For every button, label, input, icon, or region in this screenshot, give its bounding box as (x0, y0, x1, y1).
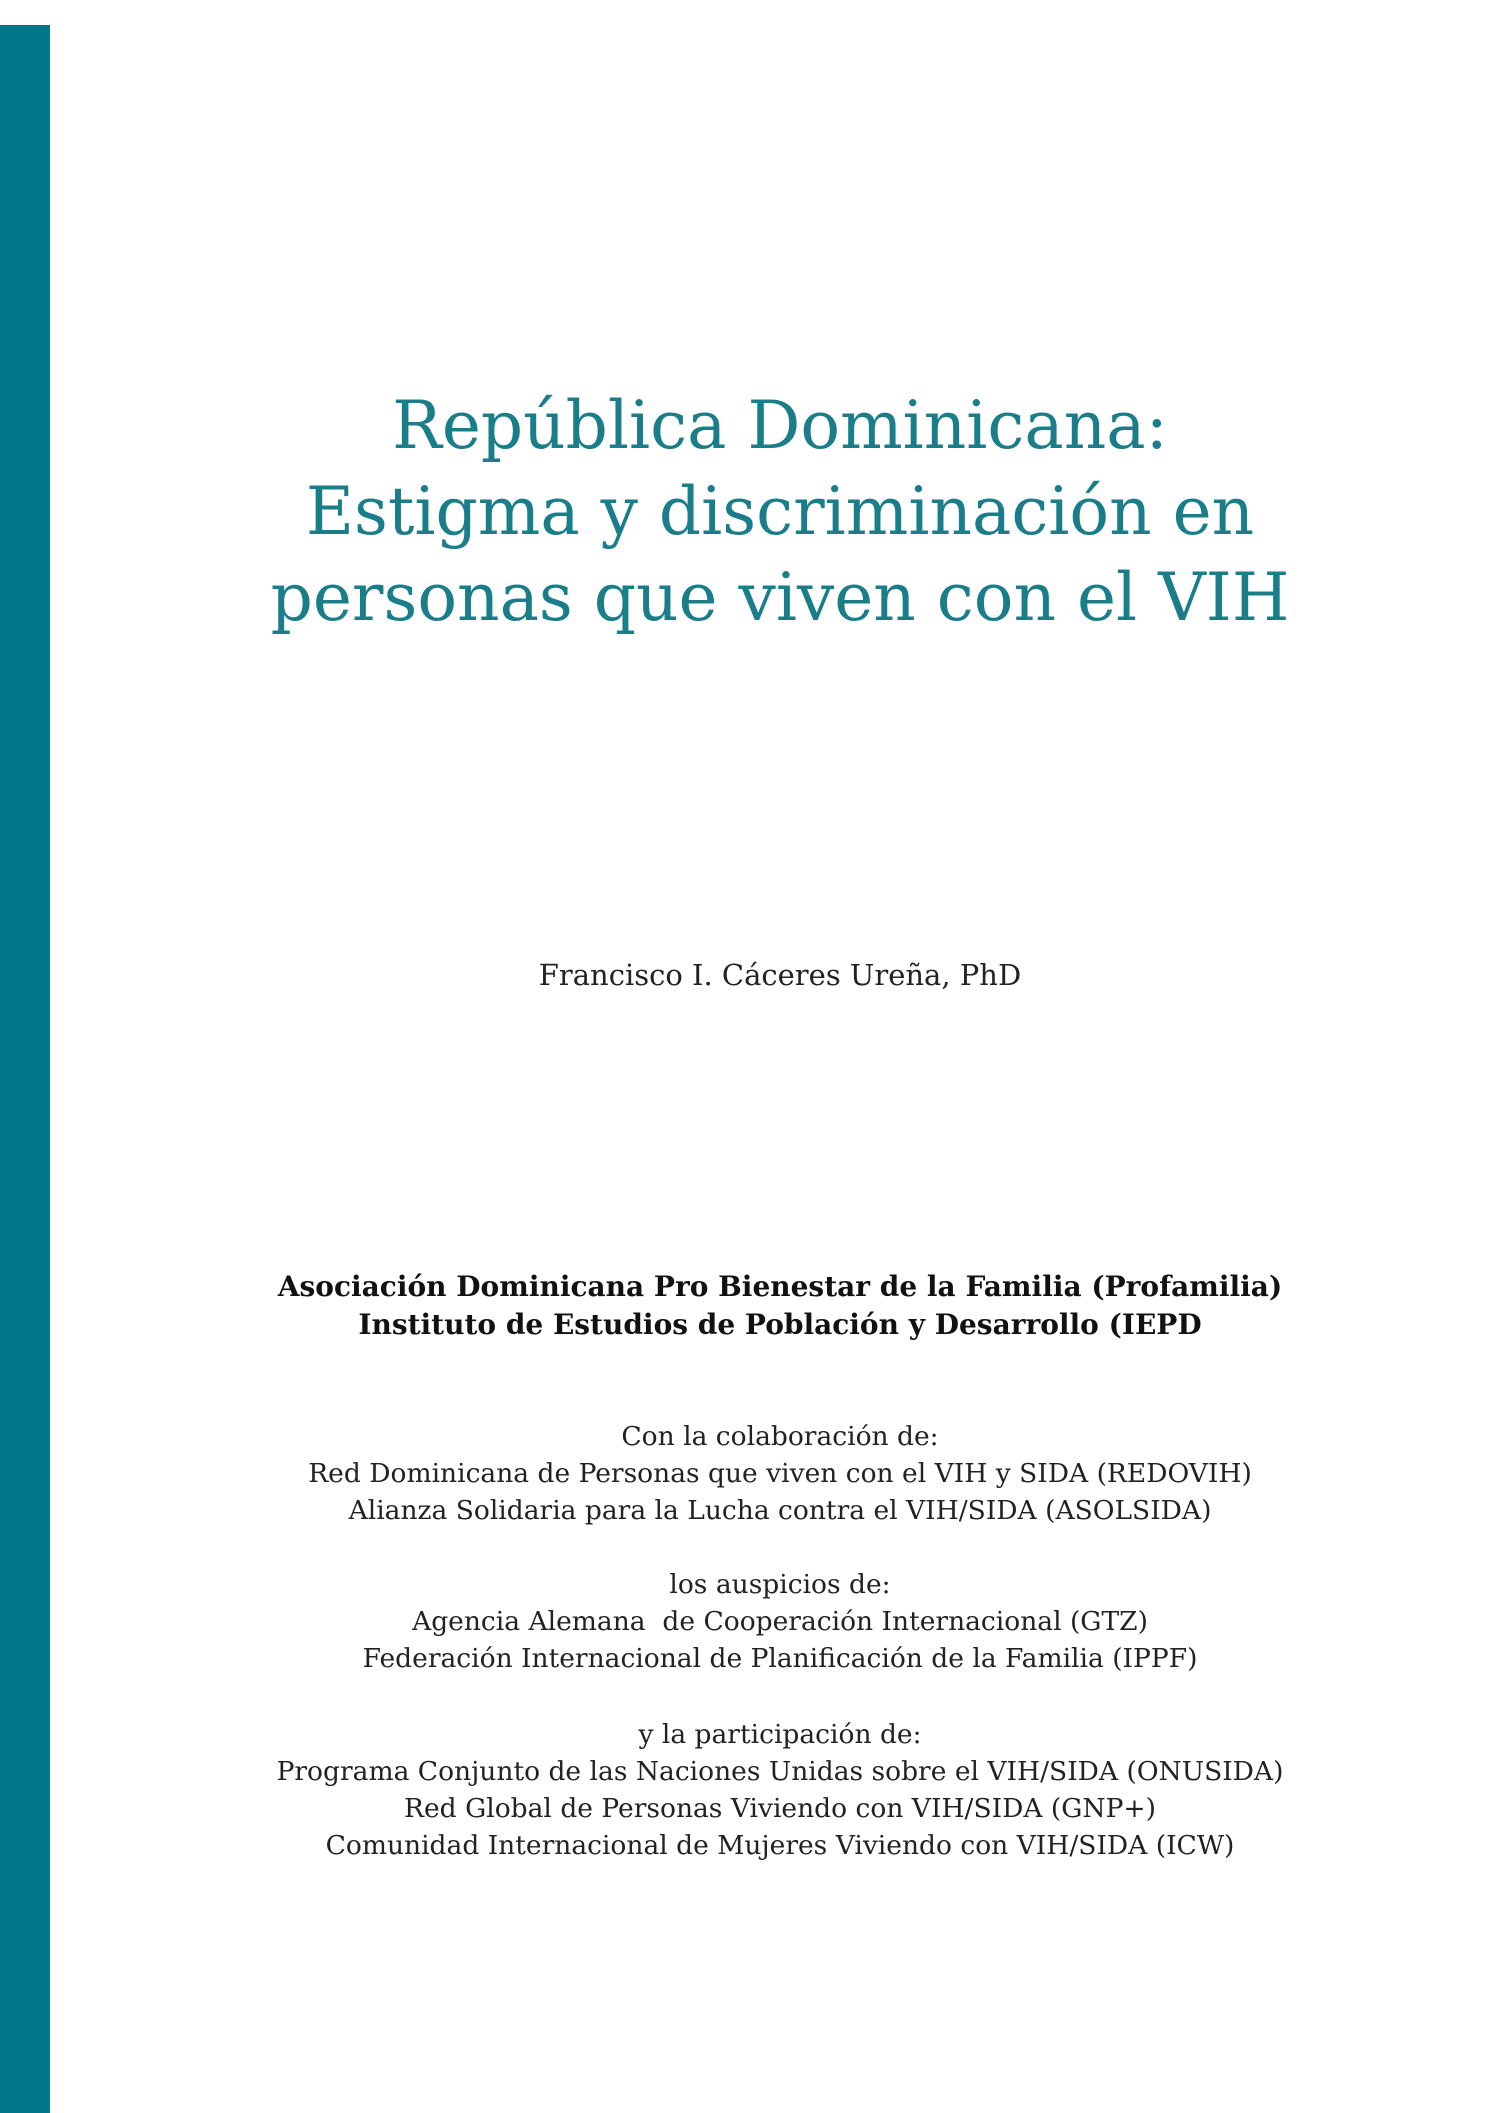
participation-section (160, 1716, 1400, 1864)
author-name: Francisco I. Cáceres Ureña, PhD (538, 958, 1022, 992)
sponsorship-heading: los auspicios de: (669, 1569, 891, 1600)
title-line-3: personas que viven con el VIH (270, 559, 1290, 636)
title-line-1: República Dominicana: (392, 387, 1168, 464)
participation-item-icw: Comunidad Internacional de Mujeres Viviendo con VIH/SIDA (ICW) (325, 1830, 1235, 1861)
organizations-block (160, 1268, 1400, 1344)
collaboration-section (160, 1418, 1400, 1529)
collaboration-item-asolsida: Alianza Solidaria para la Lucha contra el VIH/SIDA (ASOLSIDA) (348, 1495, 1212, 1526)
collaboration-item-redovih: Red Dominicana de Personas que viven con el VIH y SIDA (REDOVIH) (308, 1458, 1252, 1489)
collaboration-heading: Con la colaboración de: (621, 1421, 939, 1452)
document-title (160, 383, 1400, 641)
participation-item-gnp: Red Global de Personas Viviendo con VIH/SIDA (GNP+) (404, 1793, 1156, 1824)
organization-profamilia: Asociación Dominicana Pro Bienestar de la Familia (Profamilia) (277, 1270, 1283, 1303)
organization-iepd: Instituto de Estudios de Población y Desarrollo (IEPD (358, 1308, 1202, 1341)
sponsorship-item-ippf: Federación Internacional de Planificación de la Familia (IPPF) (362, 1643, 1198, 1674)
sponsorship-item-gtz: Agencia Alemana de Cooperación Internacional (GTZ) (412, 1606, 1148, 1637)
participation-item-onusida: Programa Conjunto de las Naciones Unidas sobre el VIH/SIDA (ONUSIDA) (276, 1756, 1284, 1787)
title-line-2: Estigma y discriminación en (305, 473, 1255, 550)
side-color-bar (0, 25, 50, 2113)
participation-heading: y la participación de: (638, 1719, 922, 1750)
sponsorship-section (160, 1566, 1400, 1677)
